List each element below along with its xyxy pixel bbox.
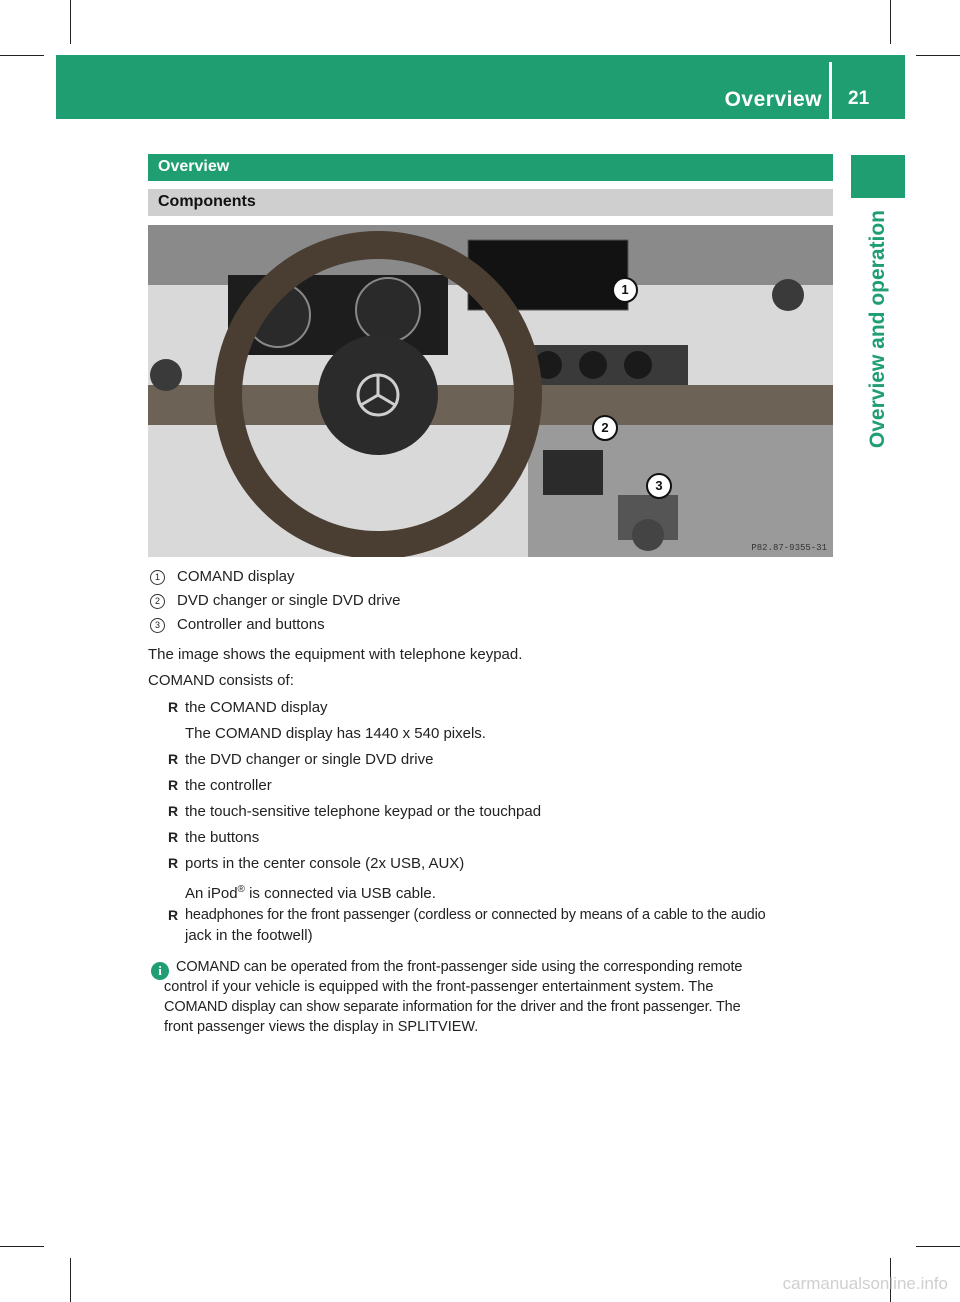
header-divider (829, 62, 832, 119)
note-line: COMAND display can show separate information for the driver and the front passenger. The (164, 999, 741, 1015)
legend-text: DVD changer or single DVD drive (177, 592, 401, 609)
cockpit-figure (148, 225, 833, 557)
callout-2: 2 (592, 415, 618, 441)
page-header-title: Overview (724, 88, 822, 111)
side-tab (851, 155, 905, 198)
legend-text: Controller and buttons (177, 616, 325, 633)
bullet-marker: R (168, 907, 179, 923)
intro-text: COMAND consists of: (148, 672, 294, 689)
legend-number: 3 (150, 618, 165, 633)
list-item: the buttons (185, 829, 260, 846)
crop-mark (70, 1258, 71, 1302)
crop-mark (890, 0, 891, 44)
legend-item-1 (150, 567, 295, 586)
bullet-marker: R (168, 829, 179, 845)
crop-mark (0, 1246, 44, 1247)
ipod-text: An iPod (185, 885, 238, 902)
note-line: front passenger views the display in SPLITVIEW. (164, 1019, 479, 1035)
bullet-marker: R (168, 777, 179, 793)
subsection-heading-bar (148, 189, 833, 216)
legend-item-3 (150, 615, 325, 634)
list-item-detail: jack in the footwell) (185, 927, 313, 944)
legend-number: 1 (150, 570, 165, 585)
registered-mark: ® (237, 884, 245, 895)
list-item: headphones for the front passenger (cordless or connected by means of a cable to the audio (185, 907, 766, 923)
page-number: 21 (848, 88, 870, 109)
bullet-marker: R (168, 855, 179, 871)
cockpit-illustration (148, 225, 833, 557)
callout-1: 1 (612, 277, 638, 303)
list-item: the COMAND display (185, 699, 328, 716)
subsection-heading: Components (158, 193, 256, 210)
section-heading-bar (148, 154, 833, 181)
callout-3: 3 (646, 473, 672, 499)
legend-item-2 (150, 591, 400, 610)
list-item: the DVD changer or single DVD drive (185, 751, 434, 768)
info-icon: i (151, 962, 169, 980)
list-item-detail (185, 880, 436, 903)
list-item-detail: The COMAND display has 1440 x 540 pixels. (185, 725, 486, 742)
list-item: the touch-sensitive telephone keypad or the touchpad (185, 803, 542, 820)
crop-mark (70, 0, 71, 44)
legend-text: COMAND display (177, 568, 295, 585)
bullet-marker: R (168, 803, 179, 819)
bullet-marker: R (168, 751, 179, 767)
list-item: the controller (185, 777, 272, 794)
watermark: carmanualsonline.info (782, 1274, 948, 1293)
crop-mark (916, 1246, 960, 1247)
side-tab-label: Overview and operation (866, 210, 889, 449)
ipod-text-cont: is connected via USB cable. (249, 885, 436, 902)
legend-number: 2 (150, 594, 165, 609)
note-line: COMAND can be operated from the front-passenger side using the corresponding remote (176, 959, 743, 975)
list-item: ports in the center console (2x USB, AUX) (185, 855, 465, 872)
crop-mark (0, 55, 44, 56)
figure-code: P82.87-9355-31 (751, 543, 827, 553)
intro-text: The image shows the equipment with telephone keypad. (148, 646, 523, 663)
bullet-marker: R (168, 699, 179, 715)
note-line: control if your vehicle is equipped with the front-passenger entertainment system. The (164, 979, 714, 995)
section-heading: Overview (158, 158, 230, 175)
crop-mark (916, 55, 960, 56)
